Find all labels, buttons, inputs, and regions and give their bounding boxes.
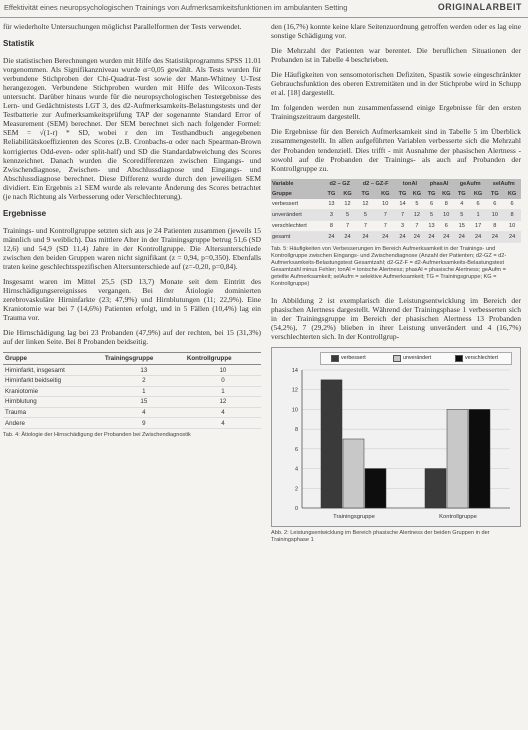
legend-swatch	[455, 355, 463, 362]
table-cell: 12	[356, 199, 375, 210]
table-cell: 24	[486, 231, 503, 242]
table-header-cell: phasAl	[424, 179, 454, 189]
table-4-caption: Tab. 4: Ätiologie der Hirnschädigung der Probanden bei Zwischendiagnostik	[3, 431, 191, 438]
table-cell: gesamt	[271, 231, 324, 242]
table-cell: 24	[470, 231, 487, 242]
table-header-cell: selAufm	[486, 179, 521, 189]
table-cell: 8	[486, 220, 503, 231]
table-header-cell: KG	[375, 189, 395, 199]
table-cell: 17	[470, 220, 487, 231]
table-cell: 5	[356, 209, 375, 220]
table-cell: 24	[503, 231, 521, 242]
table-cell: Hirninfarkt beidseitig	[3, 375, 103, 386]
table-cell: 5	[410, 199, 425, 210]
table-cell: Trauma	[3, 407, 103, 418]
table-cell: 7	[375, 209, 395, 220]
table-cell: 24	[424, 231, 438, 242]
table-cell: 10	[503, 220, 521, 231]
attention-table	[271, 179, 521, 243]
table-header-cell: KG	[410, 189, 425, 199]
table-cell: 14	[396, 199, 410, 210]
table-cell: 12	[185, 397, 261, 408]
table-cell: unverändert	[271, 209, 324, 220]
table-cell: 10	[486, 209, 503, 220]
table-cell: 24	[339, 231, 356, 242]
legend-label: verschlechtert	[465, 355, 498, 362]
right-column	[271, 22, 521, 544]
table-row	[271, 209, 521, 220]
y-tick-label: 12	[291, 387, 298, 394]
table-header-cell: Gruppe	[271, 189, 324, 199]
bar-verbessert	[321, 380, 342, 508]
table-cell: 13	[103, 365, 185, 376]
table-cell: verschlechtert	[271, 220, 324, 231]
bar-verbessert	[425, 468, 446, 507]
table-cell: 24	[375, 231, 395, 242]
table-row	[3, 397, 261, 408]
table-5-caption: Tab. 5: Häufigkeiten von Verbesserungen im Bereich Aufmerksamkeit in der Trainings- und Kontrollgruppe zwischen Eingangs- und Zwischendiagnose (Anzahl der Patienten; d2-GZ = d2-Aufmerksamkeits-Belastungstest Gesamtzahl; d2-GZ-F = d2-Aufmerksamkeits-Belastungstest Gesamtzahl minus Fehler; tonAl = tonische Alertness; phasAl = phasische Alertness; geAufm = geteilte Aufmerksamkeit; selAufm = selektive Aufmerksamkeit; TG = Trainingsgruppe; KG = Kontrollgruppe)	[271, 245, 507, 287]
bar-verschlechtert	[469, 409, 490, 508]
bar-chart-svg	[272, 348, 520, 526]
y-tick-label: 10	[291, 407, 298, 414]
results-paragraph-1: Trainings- und Kontrollgruppe setzten sich aus je 24 Patienten zusammen (jeweils 15 männlich und 9 weiblich). Das mittlere Alter in der Trainingsgruppe betrug 51,6 (SD 12,6) und 54,9 (SD 11,4) Jahre in der Kontrollgruppe. Die Altersunterschiede zwischen den beiden Gruppen waren nicht signifikant (z = 0,94, p=0,350). Ebenfalls traten keine geschlechtsspezifischen Altersunterschiede auf (z=-0,20, p=0,84).	[3, 225, 261, 271]
figure-2-caption: Abb. 2: Leistungsentwicklung im Bereich phasische Alertness der beiden Gruppen in der Trainingsphase 1	[271, 529, 490, 543]
legend-label: verbessert	[341, 355, 366, 362]
table-cell: 10	[185, 365, 261, 376]
y-tick-label: 6	[294, 446, 298, 453]
table-cell: 13	[424, 220, 438, 231]
table-row	[3, 418, 261, 429]
bar-verschlechtert	[365, 468, 386, 507]
table-header-cell: d2 – GZ-F	[356, 179, 396, 189]
table-row	[271, 199, 521, 210]
table-cell: 3	[396, 220, 410, 231]
table-header-cell: TG	[324, 189, 340, 199]
section-label: ORIGINALARBEIT	[437, 2, 522, 12]
table-cell: 10	[375, 199, 395, 210]
table-cell: 6	[503, 199, 521, 210]
table-header-cell: KG	[439, 189, 454, 199]
table-cell: 10	[439, 209, 454, 220]
right-paragraph-1: den (16,7%) konnte keine klare Seitenzuordnung getroffen werden oder es lag eine sonstige Schädigung vor.	[271, 22, 521, 41]
table-cell: Kraniotomie	[3, 386, 103, 397]
y-tick-label: 8	[294, 427, 298, 434]
table-cell: verbessert	[271, 199, 324, 210]
table-cell: 24	[410, 231, 425, 242]
right-paragraph-4: Im folgenden werden nun zusammenfassend einige Ergebnisse für den ersten Trainingszeitraum dargestellt.	[271, 103, 521, 122]
table-cell: 4	[185, 407, 261, 418]
y-tick-label: 2	[294, 486, 298, 493]
table-cell: 9	[103, 418, 185, 429]
table-cell: 15	[454, 220, 470, 231]
table-header-cell: KG	[503, 189, 521, 199]
intro-paragraph: für wiederholte Untersuchungen möglichst Parallelformen der Tests verwendet.	[3, 22, 242, 31]
table-cell: Hirninfarkt, insgesamt	[3, 365, 103, 376]
table-header-cell: TG	[454, 189, 470, 199]
table-header-cell: TG	[396, 189, 410, 199]
table-header-cell: Gruppe	[3, 353, 103, 365]
results-heading: Ergebnisse	[3, 208, 47, 218]
legend-item	[393, 355, 431, 362]
table-cell: 8	[439, 199, 454, 210]
running-title: Effektivität eines neuropsychologischen Trainings von Aufmerksamkeitsfunktionen im ambulanten Setting	[4, 3, 348, 12]
table-row	[3, 407, 261, 418]
left-column	[3, 22, 261, 439]
legend-swatch	[393, 355, 401, 362]
table-cell: 1	[470, 209, 487, 220]
table-cell: 7	[375, 220, 395, 231]
x-tick-label: Trainingsgruppe	[333, 513, 375, 520]
table-cell: 7	[410, 220, 425, 231]
legend-label: unverändert	[403, 355, 432, 362]
table-header-cell: Trainingsgruppe	[103, 353, 185, 365]
table-cell: 0	[185, 375, 261, 386]
y-tick-label: 0	[294, 505, 298, 512]
table-cell: 7	[396, 209, 410, 220]
table-cell: 1	[103, 386, 185, 397]
table-cell: 24	[396, 231, 410, 242]
results-paragraph-2: Insgesamt waren im Mittel 25,5 (SD 13,7) Monate seit dem Eintritt des Hirnschädigungsereignisses vergangen. Bei der Ätiologie dominierten zerebrovaskuläre Hirninfarkte (23; 47,9%) und Hirnblutungen (11; 22,9%). Eine Kraniotomie war bei 7 (14,6%) Patienten erfolgt, und in 5 Fällen (10,4%) lag ein Trauma vor.	[3, 277, 261, 323]
right-paragraph-5: Die Ergebnisse für den Bereich Aufmerksamkeit sind in Tabelle 5 im Überblick zusammengestellt. In allen aufgeführten Variablen verbesserte sich die Mehrzahl der Probanden tendenziell. Dies trifft - mit Ausnahme der phasischen Alertness - sowohl auf die Probanden der Trainings- als auch auf Probanden der Kontrollgruppe zu.	[271, 127, 521, 173]
right-paragraph-3: Die Häufigkeiten von sensomotorischen Defiziten, Spastik sowie eingeschränkter Gebrauchsfunktion des oberen Extremitäten und in der Stichprobe wird in Schupp et al. [18] dargestellt.	[271, 70, 521, 98]
running-header	[0, 0, 528, 18]
table-cell: 1	[185, 386, 261, 397]
statistics-paragraph: Die statistischen Berechnungen wurden mit Hilfe des Statistikprogramms SPSS 11.01 vorgenommen. Als Signifikanzniveau wurde α=0,05 gewählt. Als Tests wurden für verbundene Stichproben der Chi-Quadrat-Test sowie der Mann-Whitney U-Test herangezogen. Verbundene Stichproben wurden mit Hilfe des Wilcoxon-Tests untersucht. Darüber hinaus wurde für die neuropsychologischen Testergebnisse des Lern- und Gedächtnistests LGT 3, des d2-Aufmerksamkeits-Belastungstests und der Testbatterie zur Aufmerksamkeitsprüfung TAP der sogenannte Standard Error of Measurement (SEM) berechnet. Der SEM berechnet sich nach folgender Formel: SEM = √(1-r) * SD, wobei r den im Testhandbuch angegebenen Reliabilitätskoeffizienten des Scores (z.B. Cronbachs-α oder nach Spearman-Brown korrigiertes Odd-even- oder split-half) und SD die Standardabweichung des Scores kennzeichnet. Danach wurden die Scoredifferenzen zwischen Eingangs- und Zwischendiagnose, Zwischen- und Abschlussdiagnose und Eingangs- und Abschlussdiagnose berechnet. Diese Differenz wurde durch den jeweiligen SEM dividiert. Ein Ergebnis ≥1 SEM wurde als relevante Änderung des Scores betrachtet (je nach Richtung als Verbesserung oder Verschlechterung).	[3, 56, 261, 201]
table-cell: 12	[339, 199, 356, 210]
table-cell: Andere	[3, 418, 103, 429]
y-tick-label: 14	[291, 367, 298, 374]
table-group-header-row	[271, 179, 521, 189]
table-header-cell: TG	[424, 189, 438, 199]
table-cell: 24	[324, 231, 340, 242]
x-tick-label: Kontrollgruppe	[439, 513, 477, 520]
table-cell: 8	[503, 209, 521, 220]
table-cell: 7	[339, 220, 356, 231]
table-cell: 4	[185, 418, 261, 429]
statistics-heading: Statistik	[3, 39, 35, 49]
right-paragraph-2: Die Mehrzahl der Patienten war berentet. Die beruflichen Situationen der Probanden ist in Tabelle 4 beschrieben.	[271, 46, 521, 65]
chart-legend	[320, 352, 512, 365]
table-header-row	[3, 353, 261, 365]
table-cell: 6	[486, 199, 503, 210]
table-header-cell: KG	[470, 189, 487, 199]
etiology-table	[3, 352, 261, 429]
table-cell: 3	[324, 209, 340, 220]
table-row	[271, 231, 521, 242]
table-cell: 12	[410, 209, 425, 220]
table-sub-header-row	[271, 189, 521, 199]
table-cell: 6	[424, 199, 438, 210]
table-cell: 5	[454, 209, 470, 220]
table-cell: 6	[439, 220, 454, 231]
table-cell: 7	[356, 220, 375, 231]
legend-swatch	[331, 355, 339, 362]
table-header-cell: Kontrollgruppe	[185, 353, 261, 365]
table-row	[3, 375, 261, 386]
bar-unverändert	[343, 439, 364, 508]
legend-item	[331, 355, 366, 362]
y-tick-label: 4	[294, 466, 298, 473]
bar-unverändert	[447, 409, 468, 508]
table-cell: 4	[103, 407, 185, 418]
table-header-cell: TG	[356, 189, 375, 199]
table-cell: 4	[454, 199, 470, 210]
table-cell: 13	[324, 199, 340, 210]
table-cell: 24	[439, 231, 454, 242]
table-cell: 5	[424, 209, 438, 220]
table-header-cell: TG	[486, 189, 503, 199]
table-row	[3, 365, 261, 376]
table-cell: 6	[470, 199, 487, 210]
table-cell: 24	[454, 231, 470, 242]
table-row	[271, 220, 521, 231]
table-cell: 24	[356, 231, 375, 242]
legend-item	[455, 355, 498, 362]
table-cell: 2	[103, 375, 185, 386]
table-header-cell: Variable	[271, 179, 324, 189]
right-paragraph-6: In Abbildung 2 ist exemplarisch die Leistungsentwicklung im Bereich der phasischen Alertness dargestellt. Während der Trainingsphase 1 verbesserten sich in der Trainingsgruppe im Bereich der phasischen Alertness 13 Probanden (54,2%), 7 (29,2%) blieben in ihrer Leistung unverändert und 4 (16,7%) verschlechterten sich. In der Kontrollgrup-	[271, 295, 521, 341]
table-cell: Hirnblutung	[3, 397, 103, 408]
table-header-cell: geAufm	[454, 179, 487, 189]
table-cell: 15	[103, 397, 185, 408]
results-paragraph-3: Die Hirnschädigung lag bei 23 Probanden (47,9%) auf der rechten, bei 15 (31,3%) auf der linken Seite. Bei 8 Probanden beidseitig.	[3, 328, 261, 347]
table-header-cell: d2 – GZ	[324, 179, 356, 189]
table-cell: 5	[339, 209, 356, 220]
figure-2-chart	[271, 347, 521, 527]
table-header-cell: KG	[339, 189, 356, 199]
table-cell: 8	[324, 220, 340, 231]
table-header-cell: tonAl	[396, 179, 425, 189]
table-row	[3, 386, 261, 397]
